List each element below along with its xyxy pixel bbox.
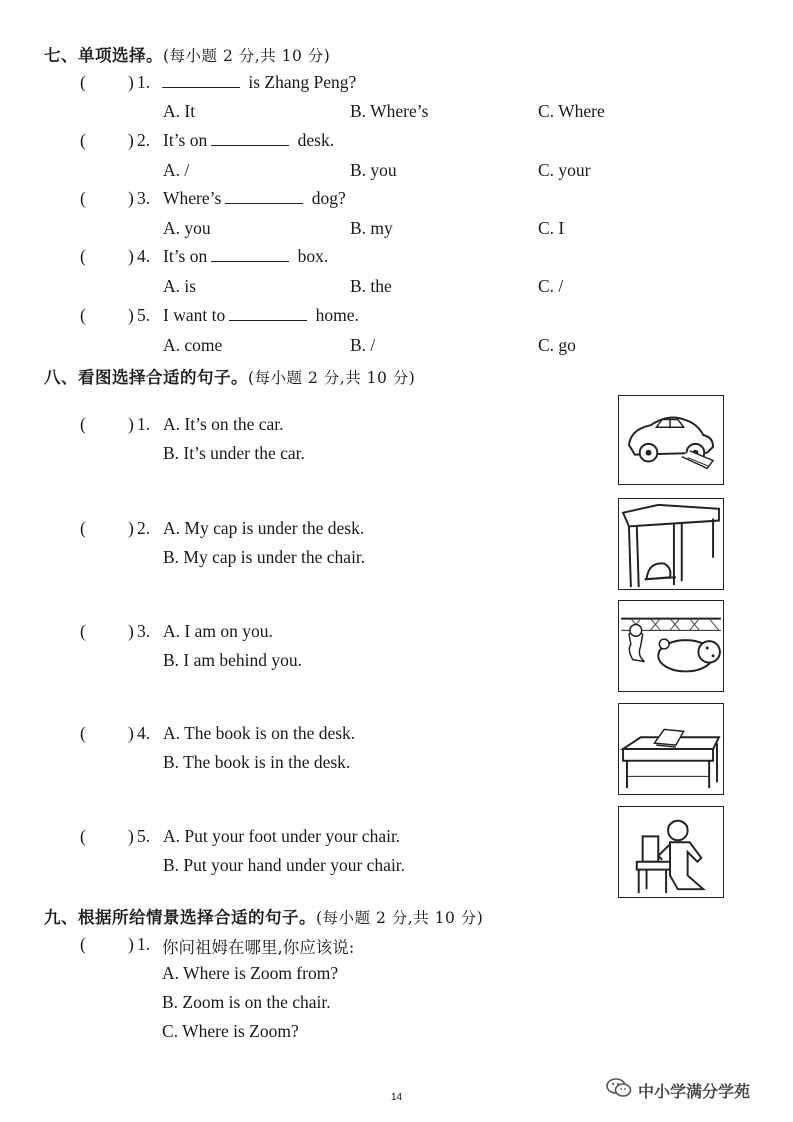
q9-1-prompt: 你问祖姆在哪里,你应该说: (162, 938, 355, 957)
q7-2-option-a: A. / (163, 160, 190, 180)
q7-3-number: 3. (137, 188, 151, 208)
q7-2-option-b: B. you (350, 160, 397, 180)
girl-chair-picture (618, 806, 724, 898)
q7-5-paren-open: ( (80, 305, 86, 325)
q8-3-paren-open: ( (80, 621, 86, 641)
q7-3-paren-open: ( (80, 188, 86, 208)
q7-5-stem (163, 305, 359, 326)
q8-1-paren-close: ) (128, 414, 134, 434)
q9-1-paren-close: ) (128, 934, 134, 954)
q8-2-option-b: B. My cap is under the chair. (163, 547, 366, 567)
q8-3-option-b: B. I am behind you. (163, 650, 303, 670)
q8-2-paren-close: ) (128, 518, 134, 538)
q7-5-option-a: A. come (163, 335, 223, 355)
q7-4-number: 4. (137, 246, 151, 266)
section-7-score: (每小题 2 分,共 10 分) (163, 47, 331, 65)
q7-4-option-a: A. is (163, 276, 197, 296)
book-on-desk-picture (618, 703, 724, 795)
q7-5-pre: I want to (163, 305, 226, 325)
q7-5-paren-close: ) (128, 305, 134, 325)
q7-2-pre: It’s on (163, 130, 208, 150)
answer-blank (225, 202, 303, 204)
q7-1-option-a: A. It (163, 101, 196, 121)
q8-5-option-a: A. Put your foot under your chair. (163, 826, 401, 846)
q8-1-option-b: B. It’s under the car. (163, 443, 305, 463)
section-7-title: 七、单项选择。 (44, 46, 163, 65)
q7-4-paren-open: ( (80, 246, 86, 266)
q7-3-post: dog? (311, 188, 346, 208)
section-8-score: (每小题 2 分,共 10 分) (248, 369, 416, 387)
q8-1-option-a: A. It’s on the car. (163, 414, 284, 434)
q7-2-stem (163, 130, 334, 151)
q7-5-post: home. (315, 305, 359, 325)
q8-3-option-a: A. I am on you. (163, 621, 273, 641)
q7-3-option-a: A. you (163, 218, 211, 238)
section-9-title: 九、根据所给情景选择合适的句子。 (44, 908, 316, 927)
q8-2-option-a: A. My cap is under the desk. (163, 518, 365, 538)
section-9-score: (每小题 2 分,共 10 分) (316, 909, 484, 927)
q7-2-option-c: C. your (538, 160, 591, 180)
q7-2-number: 2. (137, 130, 151, 150)
q7-2-post: desk. (297, 130, 335, 150)
q8-5-option-b: B. Put your hand under your chair. (163, 855, 406, 875)
q8-4-paren-close: ) (128, 723, 134, 743)
q7-4-post: box. (297, 246, 329, 266)
q7-1-paren-open: ( (80, 72, 86, 92)
watermark-text: 中小学满分学苑 (638, 1081, 751, 1101)
answer-blank (211, 260, 289, 262)
q8-4-option-a: A. The book is on the desk. (163, 723, 356, 743)
q7-1-number: 1. (137, 72, 151, 92)
q7-5-number: 5. (137, 305, 151, 325)
q7-5-option-c: C. go (538, 335, 576, 355)
q7-1-paren-close: ) (128, 72, 134, 92)
q7-3-option-c: C. I (538, 218, 565, 238)
q7-4-paren-close: ) (128, 246, 134, 266)
watermark (606, 1078, 750, 1102)
q7-4-stem (163, 246, 328, 267)
q8-2-paren-open: ( (80, 518, 86, 538)
q7-4-option-c: C. / (538, 276, 564, 296)
q7-1-option-c: C. Where (538, 101, 605, 121)
q9-1-option-b: B. Zoom is on the chair. (162, 992, 331, 1012)
section-9-heading (44, 904, 483, 928)
q8-5-number: 5. (137, 826, 151, 846)
q8-3-number: 3. (137, 621, 151, 641)
section-8-title: 八、看图选择合适的句子。 (44, 368, 248, 387)
q7-3-option-b: B. my (350, 218, 393, 238)
q7-2-paren-close: ) (128, 130, 134, 150)
q8-3-paren-close: ) (128, 621, 134, 641)
page-number: 14 (391, 1092, 403, 1103)
car-picture (618, 395, 724, 485)
section-8-heading (44, 364, 415, 388)
q8-1-number: 1. (137, 414, 151, 434)
q8-5-paren-close: ) (128, 826, 134, 846)
cap-under-desk-picture (618, 498, 724, 590)
q7-2-paren-open: ( (80, 130, 86, 150)
bear-picture (618, 600, 724, 692)
q8-4-paren-open: ( (80, 723, 86, 743)
answer-blank (229, 319, 307, 321)
q9-1-paren-open: ( (80, 934, 86, 954)
q7-1-option-b: B. Where’s (350, 101, 429, 121)
q8-4-option-b: B. The book is in the desk. (163, 752, 351, 772)
q8-5-paren-open: ( (80, 826, 86, 846)
q8-1-paren-open: ( (80, 414, 86, 434)
q9-1-number: 1. (137, 934, 151, 954)
q9-1-option-c: C. Where is Zoom? (162, 1021, 299, 1041)
section-7-heading (44, 42, 330, 66)
q7-4-pre: It’s on (163, 246, 208, 266)
q8-4-number: 4. (137, 723, 151, 743)
q7-3-stem (163, 188, 346, 209)
q8-2-number: 2. (137, 518, 151, 538)
q7-1-stem (160, 72, 356, 93)
q7-3-paren-close: ) (128, 188, 134, 208)
q7-5-option-b: B. / (350, 335, 376, 355)
q7-4-option-b: B. the (350, 276, 392, 296)
q9-1-option-a: A. Where is Zoom from? (162, 963, 339, 983)
wechat-icon (606, 1078, 632, 1102)
answer-blank (211, 144, 289, 146)
q7-1-post: is Zhang Peng? (248, 72, 357, 92)
answer-blank (162, 86, 240, 88)
q7-3-pre: Where’s (163, 188, 222, 208)
